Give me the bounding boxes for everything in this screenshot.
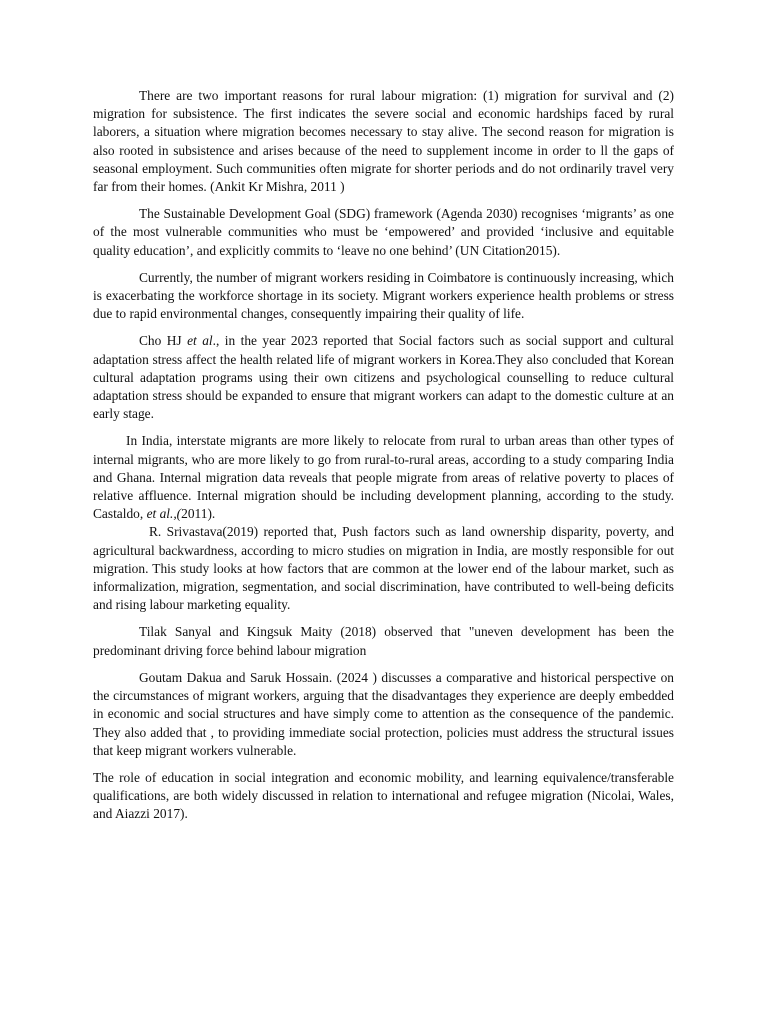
paragraph-srivastava: R. Srivastava(2019) reported that, Push factors such as land ownership disparity, poverty, and agricultural backwardness, according to micro studies on migration in India, are mostly responsible for out migration. This study looks at how factors that are common at the lower end of the labour market, such as informalization, migration, segmentation, and social discrimination, have contributed to well-being deficits and rising labour marketing equality. bbox=[93, 524, 674, 613]
text-run: In India, interstate migrants are more likely to relocate from rural to urban areas than other types of internal migrants, who are more likely to go from rural-to-rural areas, according to a study comparing India and Ghana. Internal migration data reveals that people migrate from areas of relative poverty to places of relative affluence. Internal migration should be including development planning, according to the study. Castaldo, bbox=[93, 433, 674, 522]
text-run: 2011). bbox=[181, 506, 216, 522]
italic-text: et al bbox=[187, 333, 213, 349]
paragraph-cho-hj bbox=[93, 332, 674, 423]
paragraph-dakua-hossain: Goutam Dakua and Saruk Hossain. (2024 ) discusses a comparative and historical perspective on the circumstances of migrant workers, arguing that the disadvantages they experience are deeply embedded in economic and social structures and have simply come to attention as the consequence of the pandemic. They also added that , to providing immediate social protection, policies must address the structural issues that keep migrant workers vulnerable. bbox=[93, 669, 674, 758]
italic-text: et al.,( bbox=[146, 506, 182, 522]
paragraph-rural-migration: There are two important reasons for rural labour migration: (1) migration for survival and (2) migration for subsistence. The first indicates the severe social and economic hardships faced by rural laborers, a situation where migration becomes necessary to stay alive. The second reason for migration is also rooted in subsistence and arises because of the need to supplement income in order to ll the gaps of seasonal employment. Such communities often migrate for shorter periods and do not ordinarily travel very far from their homes. (Ankit Kr Mishra, 2011 ) bbox=[93, 88, 674, 195]
text-run: Cho HJ bbox=[139, 333, 188, 349]
paragraph-education-role: The role of education in social integration and economic mobility, and learning equivalence/transferable qualifications, are both widely discussed in relation to international and refugee migration (Nicolai, Wales, and Aiazzi 2017). bbox=[93, 769, 674, 822]
text-run: ., in the year 2023 reported that Social factors such as social support and cultural adaptation stress affect the health related life of migrant workers in Korea.They also concluded that Korean cultural adaptation programs using their own citizens and psychological counselling to reduce cultural adaptation stress should be expanded to ensure that migrant workers can adapt to the domestic culture at an early stage. bbox=[93, 333, 675, 422]
document-page bbox=[93, 87, 674, 833]
paragraph-sanyal-maity: Tilak Sanyal and Kingsuk Maity (2018) observed that "uneven development has been the predominant driving force behind labour migration bbox=[93, 624, 674, 658]
paragraph-coimbatore: Currently, the number of migrant workers residing in Coimbatore is continuously increasing, which is exacerbating the workforce shortage in its society. Migrant workers experience health problems or stress due to rapid environmental changes, consequently impairing their quality of life. bbox=[93, 269, 674, 322]
paragraph-sdg-framework: The Sustainable Development Goal (SDG) framework (Agenda 2030) recognises ‘migrants’ as one of the most vulnerable communities who must be ‘empowered’ and provided ‘inclusive and equitable quality education’, and explicitly commits to ‘leave no one behind’ (UN Citation2015). bbox=[93, 206, 674, 258]
paragraph-india-interstate bbox=[93, 432, 674, 614]
